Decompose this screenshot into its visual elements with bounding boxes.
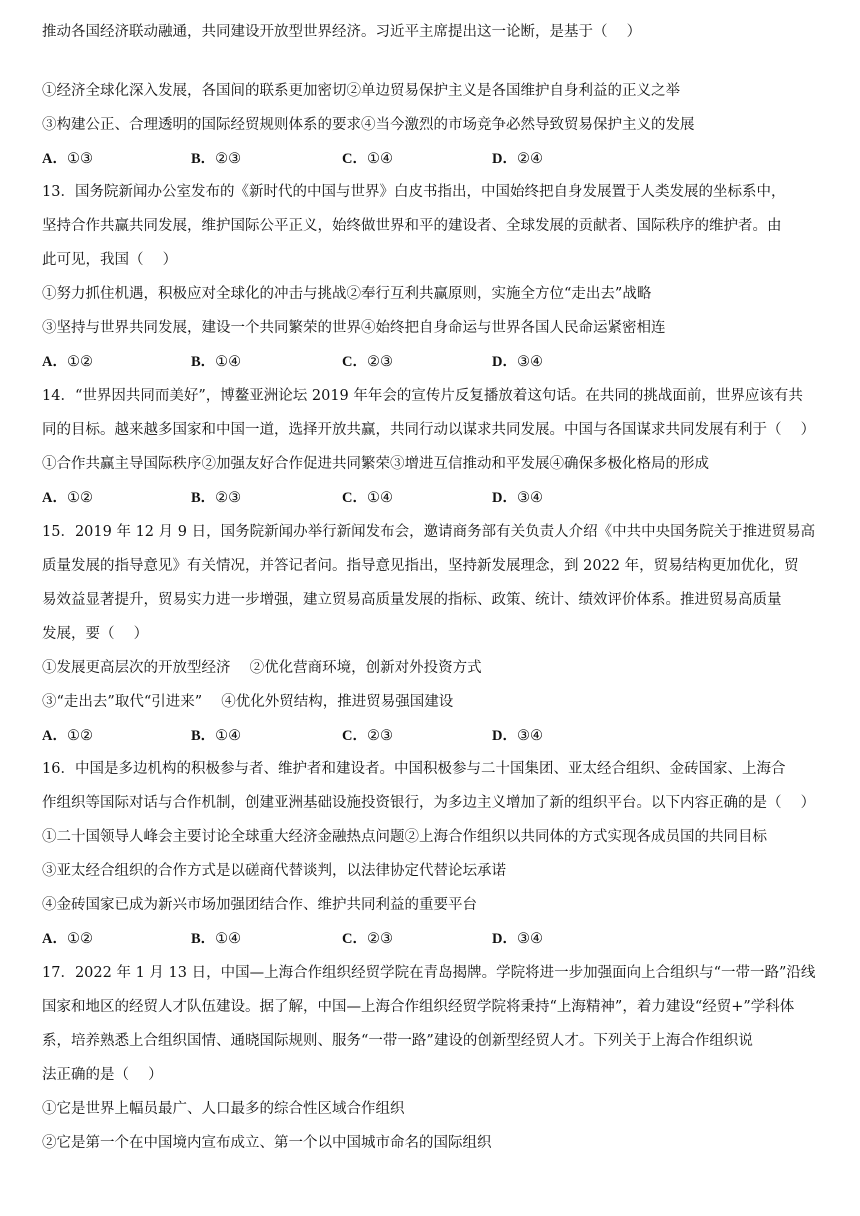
q15-stem-line-2: 质量发展的指导意见》有关情况，并答记者问。指导意见指出，坚持新发展理念，到 2022 年，贸易结构更加优化，贸 [42, 558, 799, 574]
q17-statement-1: ①它是世界上幅员最广、人口最多的综合性区域合作组织 [42, 1101, 405, 1117]
q17-stem-line-1: 17．2022 年 1 月 13 日，中国—上海合作组织经贸学院在青岛揭牌。学院将进一步加强面向上合组织与“一带一路”沿线 [42, 965, 816, 981]
q13-option-c[interactable] [342, 352, 393, 372]
q16-options [42, 929, 842, 949]
q16-statements-1-2: ①二十国领导人峰会主要讨论全球重大经济金融热点问题②上海合作组织以共同体的方式实现各成员国的共同目标 [42, 829, 767, 845]
option-text: ③④ [516, 354, 543, 370]
q16-stem-line-1: 16．中国是多边机构的积极参与者、维护者和建设者。中国积极参与二十国集团、亚太经合组织、金砖国家、上海合 [42, 761, 786, 777]
option-letter: B． [191, 931, 216, 947]
q13-stem-line-2: 坚持合作共赢共同发展，维护国际公平正义，始终做世界和平的建设者、全球发展的贡献者、国际秩序的维护者。由 [42, 218, 782, 234]
option-letter: C． [342, 931, 367, 947]
q12-stem-line-1: 推动各国经济联动融通，共同建设开放型世界经济。习近平主席提出这一论断，是基于（ ） [42, 24, 642, 40]
option-letter: B． [191, 151, 216, 167]
option-letter: B． [191, 728, 216, 744]
option-text: ①④ [366, 490, 393, 506]
q13-option-b[interactable] [191, 352, 241, 372]
q16-stem-line-2: 作组织等国际对话与合作机制，创建亚洲基础设施投资银行，为多边主义增加了新的组织平台。以下内容正确的是（ ） [42, 795, 816, 811]
q13-stem-line-3: 此可见，我国（ ） [42, 252, 178, 268]
option-text: ①④ [366, 151, 393, 167]
q12-option-d[interactable] [492, 149, 543, 169]
option-text: ②③ [366, 354, 393, 370]
q14-stem-line-2: 同的目标。越来越多国家和中国一道，选择开放共赢，共同行动以谋求共同发展。中国与各国谋求共同发展有利于（ ） [42, 422, 816, 438]
q13-option-a[interactable] [42, 352, 93, 372]
q15-stem-line-4: 发展，要（ ） [42, 626, 149, 642]
q16-option-a[interactable] [42, 929, 93, 949]
option-letter: D． [492, 490, 517, 506]
q14-statements: ①合作共赢主导国际秩序②加强友好合作促进共同繁荣③增进互信推动和平发展④确保多极化格局的形成 [42, 456, 709, 472]
option-letter: C． [342, 354, 367, 370]
q15-statements-3-4: ③“走出去”取代“引进来” ④优化外贸结构，推进贸易强国建设 [42, 694, 454, 710]
option-text: ③④ [516, 728, 543, 744]
option-text: ①④ [215, 931, 242, 947]
option-letter: A． [42, 151, 67, 167]
option-letter: C． [342, 151, 367, 167]
option-text: ②③ [366, 728, 393, 744]
option-text: ①② [66, 490, 93, 506]
q15-option-d[interactable] [492, 726, 543, 746]
option-letter: D． [492, 354, 517, 370]
option-letter: D． [492, 728, 517, 744]
q16-option-d[interactable] [492, 929, 543, 949]
option-letter: A． [42, 931, 67, 947]
q13-stem-line-1: 13．国务院新闻办公室发布的《新时代的中国与世界》白皮书指出，中国始终把自身发展置于人类发展的坐标系中， [42, 184, 786, 200]
option-text: ②③ [366, 931, 393, 947]
q14-stem-line-1: 14．“世界因共同而美好”，博鳌亚洲论坛 2019 年年会的宣传片反复播放着这句话。在共同的挑战面前，世界应该有共 [42, 388, 803, 404]
q13-statements-3-4: ③坚持与世界共同发展，建设一个共同繁荣的世界④始终把自身命运与世界各国人民命运紧密相连 [42, 320, 666, 336]
option-text: ①② [66, 354, 93, 370]
option-letter: B． [191, 490, 216, 506]
q12-statements-1-2: ①经济全球化深入发展，各国间的联系更加密切②单边贸易保护主义是各国维护自身利益的正义之举 [42, 83, 680, 99]
q12-option-c[interactable] [342, 149, 393, 169]
q13-statements-1-2: ①努力抓住机遇，积极应对全球化的冲击与挑战②奉行互利共赢原则，实施全方位“走出去”战略 [42, 286, 652, 302]
option-text: ①④ [215, 728, 242, 744]
q15-statements-1-2: ①发展更高层次的开放型经济 ②优化营商环境，创新对外投资方式 [42, 660, 482, 676]
option-letter: B． [191, 354, 216, 370]
q14-option-d[interactable] [492, 488, 543, 508]
q16-option-b[interactable] [191, 929, 241, 949]
option-letter: A． [42, 354, 67, 370]
q13-options [42, 352, 842, 372]
q17-stem-line-2: 国家和地区的经贸人才队伍建设。据了解，中国—上海合作组织经贸学院将秉持“上海精神”，着力建设“经贸+”学科体 [42, 999, 795, 1015]
option-text: ③④ [516, 490, 543, 506]
q16-option-c[interactable] [342, 929, 393, 949]
q16-statement-3: ③亚太经合组织的合作方式是以磋商代替谈判，以法律协定代替论坛承诺 [42, 863, 506, 879]
option-letter: A． [42, 728, 67, 744]
q15-option-b[interactable] [191, 726, 241, 746]
option-letter: C． [342, 490, 367, 506]
option-text: ②③ [215, 151, 242, 167]
q14-options [42, 488, 842, 508]
q12-option-a[interactable] [42, 149, 93, 169]
q12-option-b[interactable] [191, 149, 241, 169]
option-letter: D． [492, 931, 517, 947]
option-text: ①③ [66, 151, 93, 167]
option-text: ②④ [516, 151, 543, 167]
q15-option-c[interactable] [342, 726, 393, 746]
option-text: ③④ [516, 931, 543, 947]
option-text: ①④ [215, 354, 242, 370]
q16-statement-4: ④金砖国家已成为新兴市场加强团结合作、维护共同利益的重要平台 [42, 897, 477, 913]
q17-stem-line-3: 系，培养熟悉上合组织国情、通晓国际规则、服务“一带一路”建设的创新型经贸人才。下列关于上海合作组织说 [42, 1033, 753, 1049]
q15-stem-line-3: 易效益显著提升，贸易实力进一步增强，建立贸易高质量发展的指标、政策、统计、绩效评价体系。推进贸易高质量 [42, 592, 782, 608]
option-letter: D． [492, 151, 517, 167]
q12-options [42, 149, 842, 169]
q15-stem-line-1: 15．2019 年 12 月 9 日，国务院新闻办举行新闻发布会，邀请商务部有关负责人介绍《中共中央国务院关于推进贸易高 [42, 524, 816, 540]
q15-options [42, 726, 842, 746]
q14-option-a[interactable] [42, 488, 93, 508]
option-text: ①② [66, 931, 93, 947]
q13-option-d[interactable] [492, 352, 543, 372]
q14-option-c[interactable] [342, 488, 393, 508]
option-text: ②③ [215, 490, 242, 506]
q15-option-a[interactable] [42, 726, 93, 746]
q17-stem-line-4: 法正确的是（ ） [42, 1067, 163, 1083]
q17-statement-2: ②它是第一个在中国境内宣布成立、第一个以中国城市命名的国际组织 [42, 1135, 492, 1151]
q12-statements-3-4: ③构建公正、合理透明的国际经贸规则体系的要求④当今激烈的市场竞争必然导致贸易保护主义的发展 [42, 117, 695, 133]
option-text: ①② [66, 728, 93, 744]
option-letter: A． [42, 490, 67, 506]
q14-option-b[interactable] [191, 488, 241, 508]
option-letter: C． [342, 728, 367, 744]
